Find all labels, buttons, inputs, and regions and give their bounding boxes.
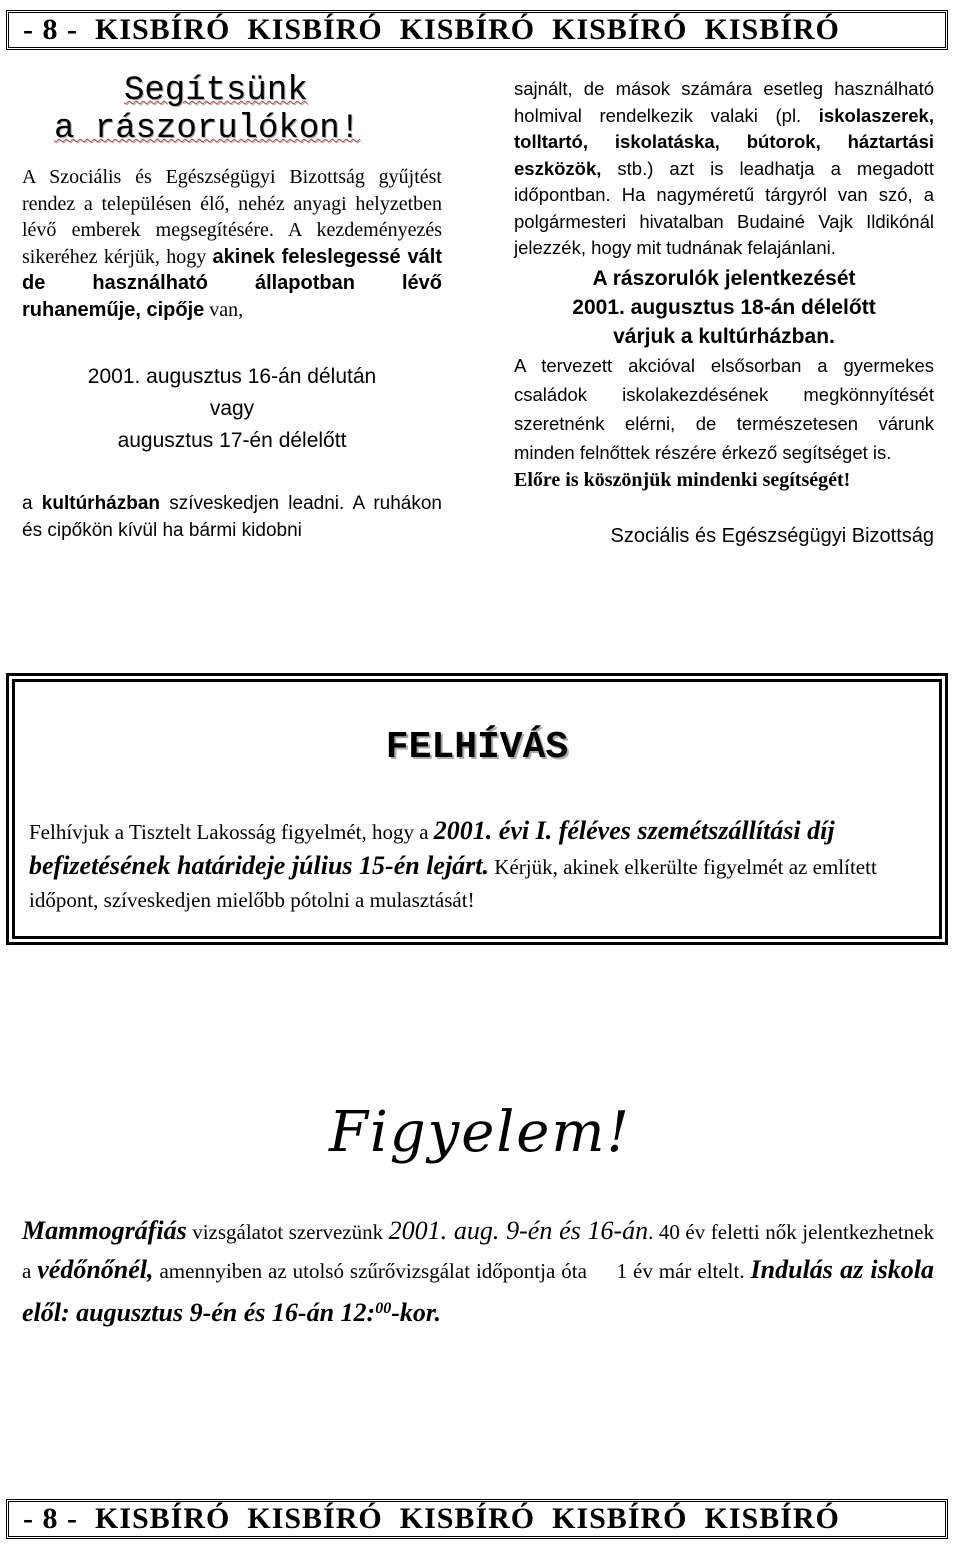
article-title-line1: Segítsünk bbox=[124, 72, 308, 110]
page-header-text: - 8 - KISBÍRÓ KISBÍRÓ KISBÍRÓ KISBÍRÓ KISBÍRÓ bbox=[23, 13, 840, 46]
collection-date-or: vagy bbox=[209, 397, 255, 420]
page-header-bar bbox=[6, 10, 948, 50]
call-line-3: várjuk a kultúrházban. bbox=[613, 324, 835, 348]
article-left-column bbox=[22, 72, 442, 544]
mammography-notice: Mammográfiás vizsgálatot szervezünk 2001. aug. 9-én és 16-án. 40 év feletti nők jelentkezhetnek a védőnőnél, amennyiben az utolsó szűrővizsgálat időpontja óta 1 év már eltelt. Indulás az iskola elől: augusztus 9-én és 16-án 12:$^{00}$-kor. bbox=[22, 1216, 935, 1327]
collection-date-1: 2001. augusztus 16-án délután bbox=[87, 365, 377, 388]
notice-title: FELHÍVÁS bbox=[385, 726, 569, 769]
article-paragraph-2: a kultúrházban szíveskedjen leadni. A ruhákon és cipőkön kívül ha bármi kidobni bbox=[22, 493, 442, 541]
notice-text: Felhívjuk a Tisztelt Lakosság figyelmét, hogy a 2001. évi I. féléves szemétszállítási díj befizetésének határideje július 15-én lejárt. Kérjük, akinek elkerülte figyelmét az említett időpont, szíveskedjen mielőbb pótolni a mulasztását! bbox=[29, 816, 877, 912]
article-paragraph-3: sajnált, de mások számára esetleg használható holmival rendelkezik valaki (pl. iskolaszerek, tolltartó, iskolatáska, bútorok, háztartási eszközök, stb.) azt is leadhatja a megadott időpontban. Ha nagyméretű tárgyról van szó, a polgármesteri hivatalban Budainé Vajk Ildikónál jelezzék, hogy mit tudnának felajánlani. bbox=[514, 78, 934, 258]
signature: Szociális és Egészségügyi Bizottság bbox=[610, 525, 934, 547]
call-line-1: A rászorulók jelentkezését bbox=[592, 266, 856, 290]
article-paragraph-1: A Szociális és Egészségügyi Bizottság gyűjtést rendez a településen élő, nehéz anyagi helyzetben lévő emberek megsegítésére. A kezdeményezés sikeréhez kérjük, hogy akinek feleslegessé vált de használható állapotban lévő ruhaneműje, cipője van, bbox=[22, 166, 442, 321]
thanks-line: Előre is köszönjük mindenki segítségét! bbox=[514, 468, 851, 491]
call-line-2: 2001. augusztus 18-án délelőtt bbox=[572, 295, 876, 319]
article-right-column bbox=[514, 76, 934, 550]
page-footer-text: - 8 - KISBÍRÓ KISBÍRÓ KISBÍRÓ KISBÍRÓ KISBÍRÓ bbox=[23, 1502, 840, 1535]
notice-box bbox=[6, 673, 948, 945]
article-title-line2: a rászorulókon! bbox=[54, 110, 361, 148]
attention-title: Figyelem! bbox=[328, 1100, 632, 1165]
collection-date-2: augusztus 17-én délelőtt bbox=[117, 429, 347, 452]
article-paragraph-4: A tervezett akcióval elsősorban a gyermekes családok iskolakezdésének megkönnyítését szeretnénk elérni, de természetesen várunk minden felnőttek részére érkező segítséget is. bbox=[514, 354, 934, 463]
page-footer-bar bbox=[6, 1499, 948, 1539]
